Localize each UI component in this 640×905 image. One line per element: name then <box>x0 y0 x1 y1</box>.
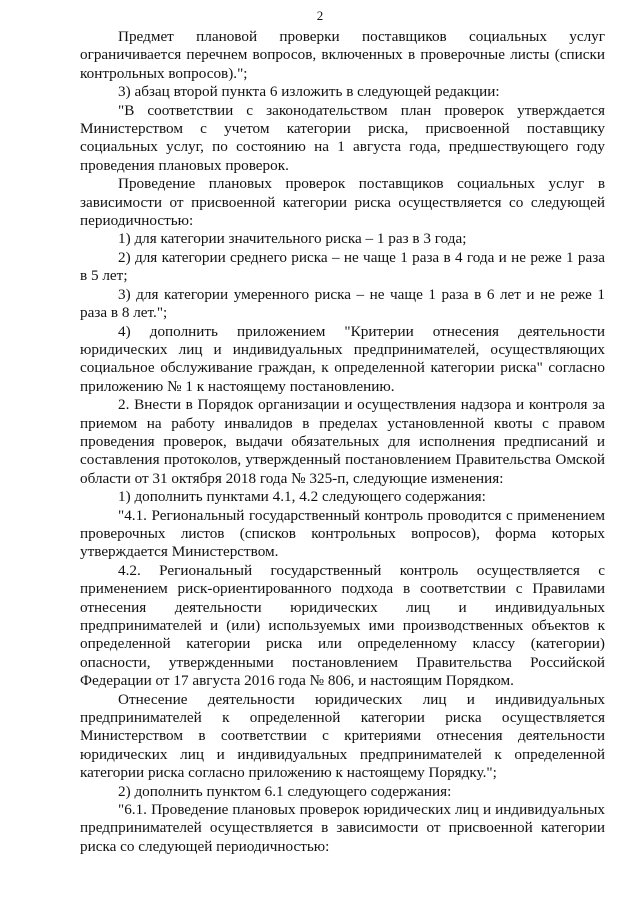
paragraph: "В соответствии с законодательством план проверок утверждается Министерством с учетом категории риска, присвоенной поставщику социальных услуг, по состоянию на 1 августа года, предшествующего году проведения плановых проверок. <box>80 101 605 174</box>
paragraph: Предмет плановой проверки поставщиков социальных услуг ограничивается перечнем вопросов, включенных в проверочные листы (списки контрольных вопросов)."; <box>80 28 605 82</box>
document-body <box>80 28 605 856</box>
paragraph: Проведение плановых проверок поставщиков социальных услуг в зависимости от присвоенной категории риска осуществляется со следующей периодичностью: <box>80 175 605 230</box>
paragraph: 4.2. Региональный государственный контроль осуществляется с применением риск-ориентированного подхода в соответствии с Правилами отнесения деятельности юридических лиц и индивидуальных предпринимателей и (или) используемых ими производственных объектов к определенной категории риска или определенному классу (категории) опасности, утвержденными постановлением Правительства Российской Федерации от 17 августа 2016 года № 806, и настоящим Порядком. <box>80 561 605 690</box>
paragraph: 2) дополнить пунктом 6.1 следующего содержания: <box>118 782 452 800</box>
paragraph: 4) дополнить приложением "Критерии отнесения деятельности юридических лиц и индивидуальных предпринимателей, осуществляющих социальное обслуживание граждан, к определенной категории риска" согласно приложению № 1 к настоящему постановлению. <box>80 322 605 395</box>
paragraph: 3) для категории умеренного риска – не чаще 1 раза в 6 лет и не реже 1 раза в 8 лет."; <box>80 285 605 322</box>
paragraph: "6.1. Проведение плановых проверок юридических лиц и индивидуальных предпринимателей осуществляется в зависимости от присвоенной категории риска со следующей периодичностью: <box>80 801 605 855</box>
paragraph: 3) абзац второй пункта 6 изложить в следующей редакции: <box>118 83 500 101</box>
paragraph: 2) для категории среднего риска – не чаще 1 раза в 4 года и не реже 1 раза в 5 лет; <box>80 248 605 285</box>
paragraph: 1) дополнить пунктами 4.1, 4.2 следующего содержания: <box>118 488 486 506</box>
paragraph: Отнесение деятельности юридических лиц и индивидуальных предпринимателей к определенной категории риска осуществляется Министерством в соответствии с критериями отнесения деятельности юридических лиц и индивидуальных предпринимателей к определенной категории риска согласно приложению к настоящему Порядку."; <box>80 690 605 782</box>
paragraph: 2. Внести в Порядок организации и осуществления надзора и контроля за приемом на работу инвалидов в пределах установленной квоты с правом проведения проверок, выдачи обязательных для исполнения предписаний и составления протоколов, утвержденный постановлением Правительства Омской области от 31 октября 2018 года № 325-п, следующие изменения: <box>80 396 605 487</box>
paragraph: 1) для категории значительного риска – 1 раз в 3 года; <box>118 230 467 248</box>
paragraph: "4.1. Региональный государственный контроль проводится с применением проверочных листов (списков контрольных вопросов), форма которых утверждается Министерством. <box>80 506 605 561</box>
page-number: 2 <box>316 8 324 23</box>
